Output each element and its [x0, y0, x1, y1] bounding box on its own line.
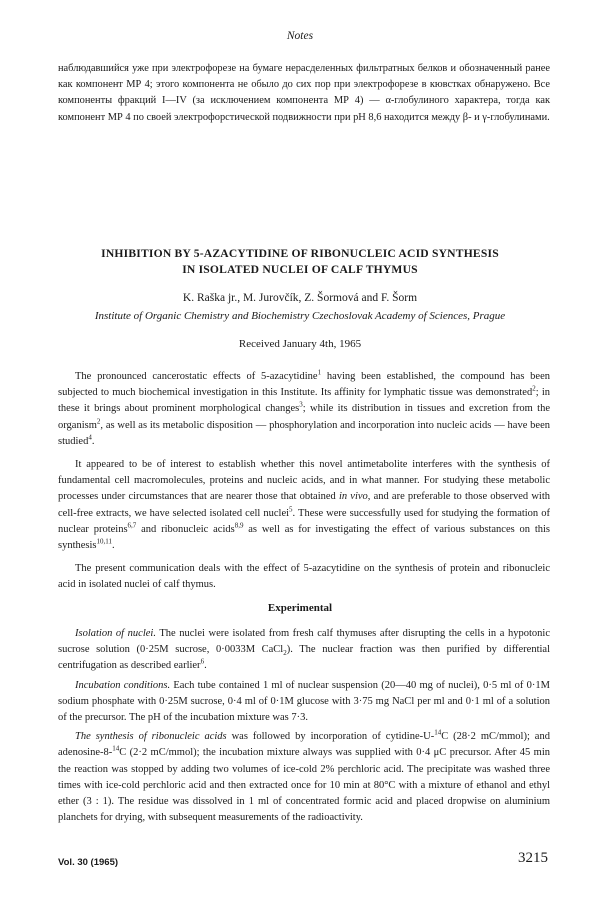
citation: 3 — [299, 400, 303, 409]
text-run: . — [91, 435, 95, 447]
isolation-paragraph — [58, 626, 550, 675]
title-line-2: IN ISOLATED NUCLEI OF CALF THYMUS — [182, 263, 418, 276]
text-run: ). The nuclear fraction was then purified by differential centrifugation as described earlier — [58, 644, 550, 672]
intro-paragraph-2 — [58, 457, 550, 554]
citation: 5 — [289, 505, 293, 514]
incubation-paragraph — [58, 678, 550, 727]
authors: K. Raška jr., M. Jurovčík, Z. Šormová and F. Šorm — [182, 292, 418, 304]
received-date: Received January 4th, 1965 — [238, 338, 362, 350]
russian-summary-paragraph: наблюдавшийся уже при электрофорезе на бумаге нерасделенных фильтратных белков и обозначенный ранее как компонент МР 4; этого компонента не обыло до сих пор при электрофорезе в кювстках обнаружено. Все компоненты фракций I—IV (за исключением компонента МР 4) — α-глобулиного характера, тогда как компонент МР 4 по своей электрофорстической подвижности при pH 8,6 находится между β- и γ-глобулинами. — [58, 63, 550, 123]
affiliation: Institute of Organic Chemistry and Biochemistry Czechoslovak Academy of Sciences, Prague — [94, 310, 506, 322]
citation: 6 — [200, 657, 205, 666]
article-title — [40, 246, 560, 278]
italic-term: in vivo — [338, 491, 368, 503]
text-run: as well as for investigating the effect of various substances on this synthesis — [58, 523, 551, 552]
citation: 1 — [317, 368, 322, 377]
text-run: Each tube contained 1 ml of nuclear suspension (20—40 mg of nuclei), 0·5 ml of 0·1M sodium phosphate with 0·25M sucrose, 0·4 ml of 0·1M glucose with 3·75 mg NaCl per ml and 0·1 ml of a solution of the precursor. The pH of the incubation mixture was 7·3. — [58, 679, 550, 724]
text-run: having been established, the compound has been subjected to much biochemical investigation in this Institute. Its affinity for lymphatic tissue was demonstrated — [58, 371, 551, 399]
title-line-1: INHIBITION BY 5-AZACYTIDINE OF RIBONUCLEIC ACID SYNTHESIS — [101, 247, 499, 260]
text-run: , as well as its metabolic disposition — phosphorylation and incorporation into nucleic acids — have been studied — [58, 419, 550, 447]
isotope-superscript: 14 — [112, 744, 120, 753]
text-run: and ribonucleic acids — [136, 523, 235, 535]
citation: 6,7 — [127, 521, 137, 530]
text-run: , and are preferable to those observed with cell-free extracts, we have selected isolated cell nuclei — [58, 491, 551, 519]
text-run: ; while its distribution in tissues and excretion from the organism — [58, 403, 550, 431]
text-run: ; in these it brings about prominent morphological changes — [58, 387, 550, 415]
text-run: . — [204, 660, 207, 672]
isotope-superscript: 14 — [434, 728, 442, 737]
section-heading-experimental: Experimental — [267, 602, 333, 614]
run-in-heading: Incubation conditions. — [75, 679, 171, 691]
running-head: Notes — [286, 30, 314, 42]
volume-label: Vol. 30 (1965) — [58, 857, 119, 868]
synthesis-paragraph — [58, 729, 550, 826]
citation: 8,9 — [234, 521, 244, 530]
experimental-section — [58, 626, 550, 829]
intro-paragraph-1 — [58, 369, 550, 450]
subscript: 2 — [283, 649, 287, 658]
text-run: was followed by incorporation of cytidine-U- — [226, 731, 435, 743]
text-run: . — [112, 540, 115, 552]
intro-paragraph-3: The present communication deals with the effect of 5-azacytidine on the synthesis of protein and ribonucleic acid in isolated nuclei of calf thymus. — [58, 563, 550, 591]
run-in-heading: Isolation of nuclei. — [75, 628, 156, 639]
citation: 2 — [96, 417, 101, 426]
citation: 2 — [532, 384, 536, 393]
page-number: 3215 — [518, 850, 548, 866]
text-run: It appeared to be of interest to establish whether this novel antimetabolite interferes with the synthesis of fundamental cell macromolecules, proteins and nucleic acids, and in what manner. For studying these metabolic processes under circumstances that are nearer those that obtained — [58, 459, 550, 503]
run-in-heading: The synthesis of ribonucleic acids — [75, 731, 227, 743]
text-run: C (28·2 mC/mmol); and adenosine-8- — [58, 731, 550, 759]
text-run: C (2·2 mC/mmol); the incubation mixture always was supplied with 0·4 μC precursor. After 45 min the reaction was stopped by adding two volumes of ice-cold 2% perchloric acid. The precipitate was washed three times with ice-cold perchloric acid and then extracted once for 10 min at 80°C with a mixture of ethanol and ethyl ether (3 : 1). The residue was dissolved in 1 ml of concentrated formic acid and placed dropwise on aluminium planchets for drying, with subsequent measurements of the radioactivity. — [58, 747, 550, 824]
introduction — [58, 369, 550, 601]
text-run: . These were successfully used for studying the formation of nuclear proteins — [58, 507, 550, 535]
citation: 4 — [88, 433, 92, 442]
text-run: The pronounced cancerostatic effects of 5-azacytidine — [75, 371, 318, 382]
text-run: The nuclei were isolated from fresh calf thymuses after disrupting the cells in a hypotonic sucrose solution (0·25M sucrose, 0·0033M CaCl — [58, 628, 550, 656]
citation: 10,11 — [96, 537, 113, 546]
